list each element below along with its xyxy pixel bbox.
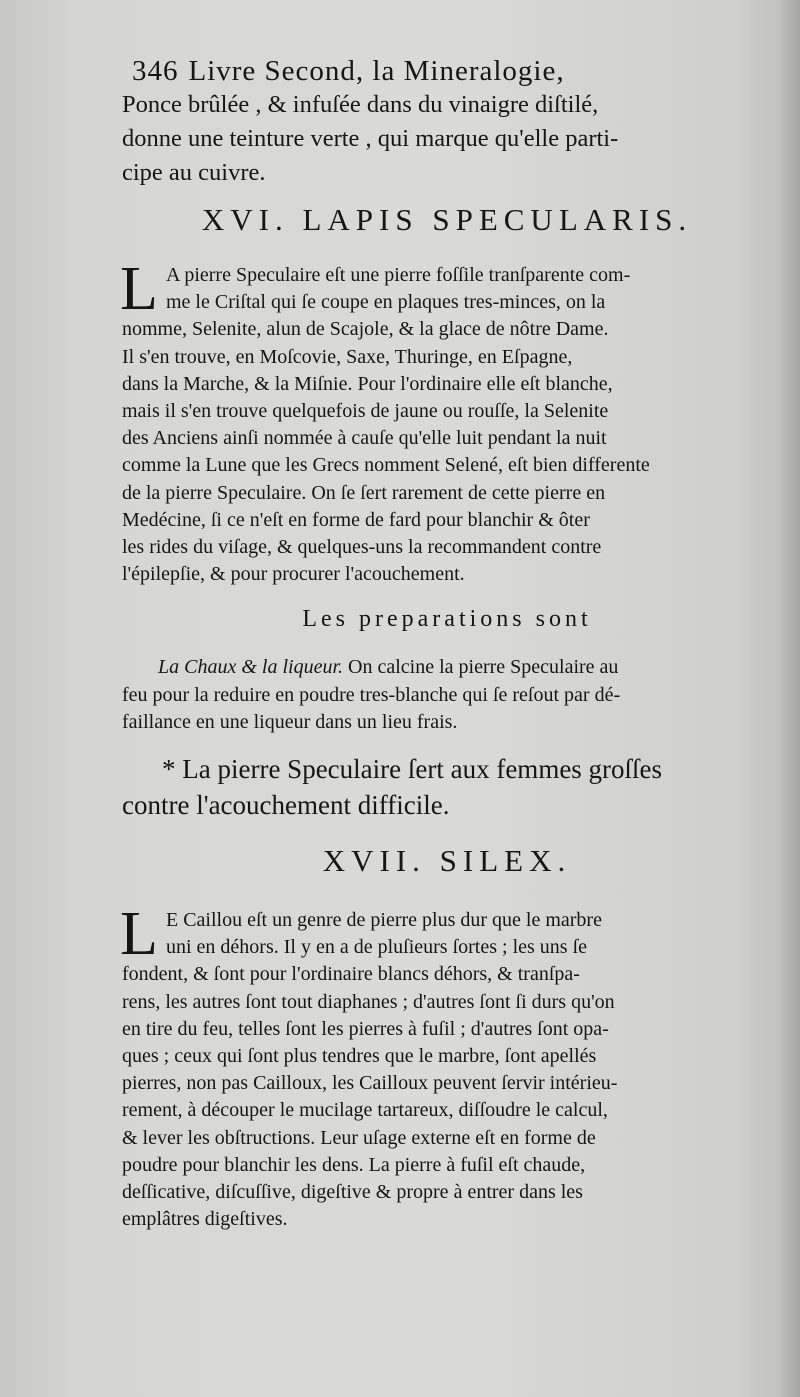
running-head (132, 52, 772, 90)
continued-text (122, 88, 772, 190)
text-line: emplâtres digeſtives. (122, 1208, 288, 1231)
text-line: deſſicative, diſcuſſive, digeſtive & propre à entrer dans les (122, 1180, 583, 1203)
text-line: nomme, Selenite, alun de Scajole, & la glace de nôtre Dame. (122, 318, 609, 341)
text-line: E Caillou eſt un genre de pierre plus dur que le marbre (166, 908, 602, 931)
text-line: Medécine, ſi ce n'eſt en forme de fard pour blanchir & ôter (122, 508, 590, 531)
text-line: comme la Lune que les Grecs nomment Selené, eſt bien differente (122, 454, 650, 477)
text-line: contre l'acouchement difficile. (122, 789, 450, 820)
drop-cap: L (120, 255, 158, 323)
preparations-heading: Les preparations sont (302, 606, 592, 633)
page-number: 346 (132, 55, 179, 87)
paragraph-lapis-specularis (120, 255, 772, 588)
preparation-title: La Chaux & la liqueur. (158, 656, 344, 679)
text-line: poudre pour blanchir les dens. La pierre à fuſil eſt chaude, (122, 1153, 586, 1176)
preparation-paragraph (122, 654, 772, 737)
text-line: en tire du feu, telles ſont les pierres à fuſil ; d'autres ſont opa- (122, 1017, 609, 1040)
text-line: de la pierre Speculaire. On ſe ſert rarement de cette pierre en (122, 481, 606, 504)
section-heading-silex: XVII. SILEX. (322, 842, 572, 878)
text-line: dans la Marche, & la Miſnie. Pour l'ordinaire elle eſt blanche, (122, 372, 613, 395)
text-line: donne une teinture verte , qui marque qu'elle parti- (122, 125, 619, 152)
text-line (122, 654, 772, 682)
text-line: & lever les obſtructions. Leur uſage externe eſt en forme de (122, 1126, 596, 1149)
note-paragraph (122, 751, 772, 823)
drop-cap: L (120, 899, 158, 968)
text-line: Ponce brûlée , & infuſée dans du vinaigre diſtilé, (122, 91, 599, 118)
text-line: uni en déhors. Il y en a de pluſieurs ſortes ; les uns ſe (166, 936, 588, 959)
running-title: Livre Second, la Mineralogie, (188, 55, 565, 87)
section-heading-lapis-specularis: XVI. LAPIS SPECULARIS. (201, 202, 693, 237)
text-line: * La pierre Speculaire ſert aux femmes groſſes (162, 753, 663, 784)
text-line: des Anciens ainſi nommée à cauſe qu'elle luit pendant la nuit (122, 427, 607, 450)
text-line: rement, à découper le mucilage tartareux, diſſoudre le calcul, (122, 1099, 608, 1122)
text-line: faillance en une liqueur dans un lieu frais. (122, 711, 458, 734)
text-line: fondent, & ſont pour l'ordinaire blancs déhors, & tranſpa- (122, 963, 580, 986)
page-edge-shadow (778, 0, 800, 1397)
text-line: Il s'en trouve, en Moſcovie, Saxe, Thuringe, en Eſpagne, (122, 345, 573, 368)
text-line: mais il s'en trouve quelquefois de jaune ou rouſſe, la Selenite (122, 400, 609, 423)
text-line: feu pour la reduire en poudre tres-blanche qui ſe reſout par dé- (122, 683, 621, 706)
text-line: cipe au cuivre. (122, 159, 266, 186)
page-text (122, 52, 772, 1233)
text-line: ques ; ceux qui ſont plus tendres que le marbre, ſont apellés (122, 1044, 597, 1067)
text-line: A pierre Speculaire eſt une pierre foſſile tranſparente com- (166, 264, 631, 286)
text-line: l'épilepſie, & pour procurer l'acouchement. (122, 563, 465, 586)
text-line: les rides du viſage, & quelques-uns la recommandent contre (122, 536, 602, 559)
text-line: pierres, non pas Cailloux, les Cailloux peuvent ſervir intérieu- (122, 1072, 618, 1095)
text-line: me le Criſtal qui ſe coupe en plaques tres-minces, on la (166, 291, 606, 314)
paragraph-silex (120, 899, 772, 1233)
preparation-text: On calcine la pierre Speculaire au (348, 656, 619, 679)
text-line: rens, les autres ſont tout diaphanes ; d'autres ſont ſi durs qu'on (122, 990, 615, 1013)
